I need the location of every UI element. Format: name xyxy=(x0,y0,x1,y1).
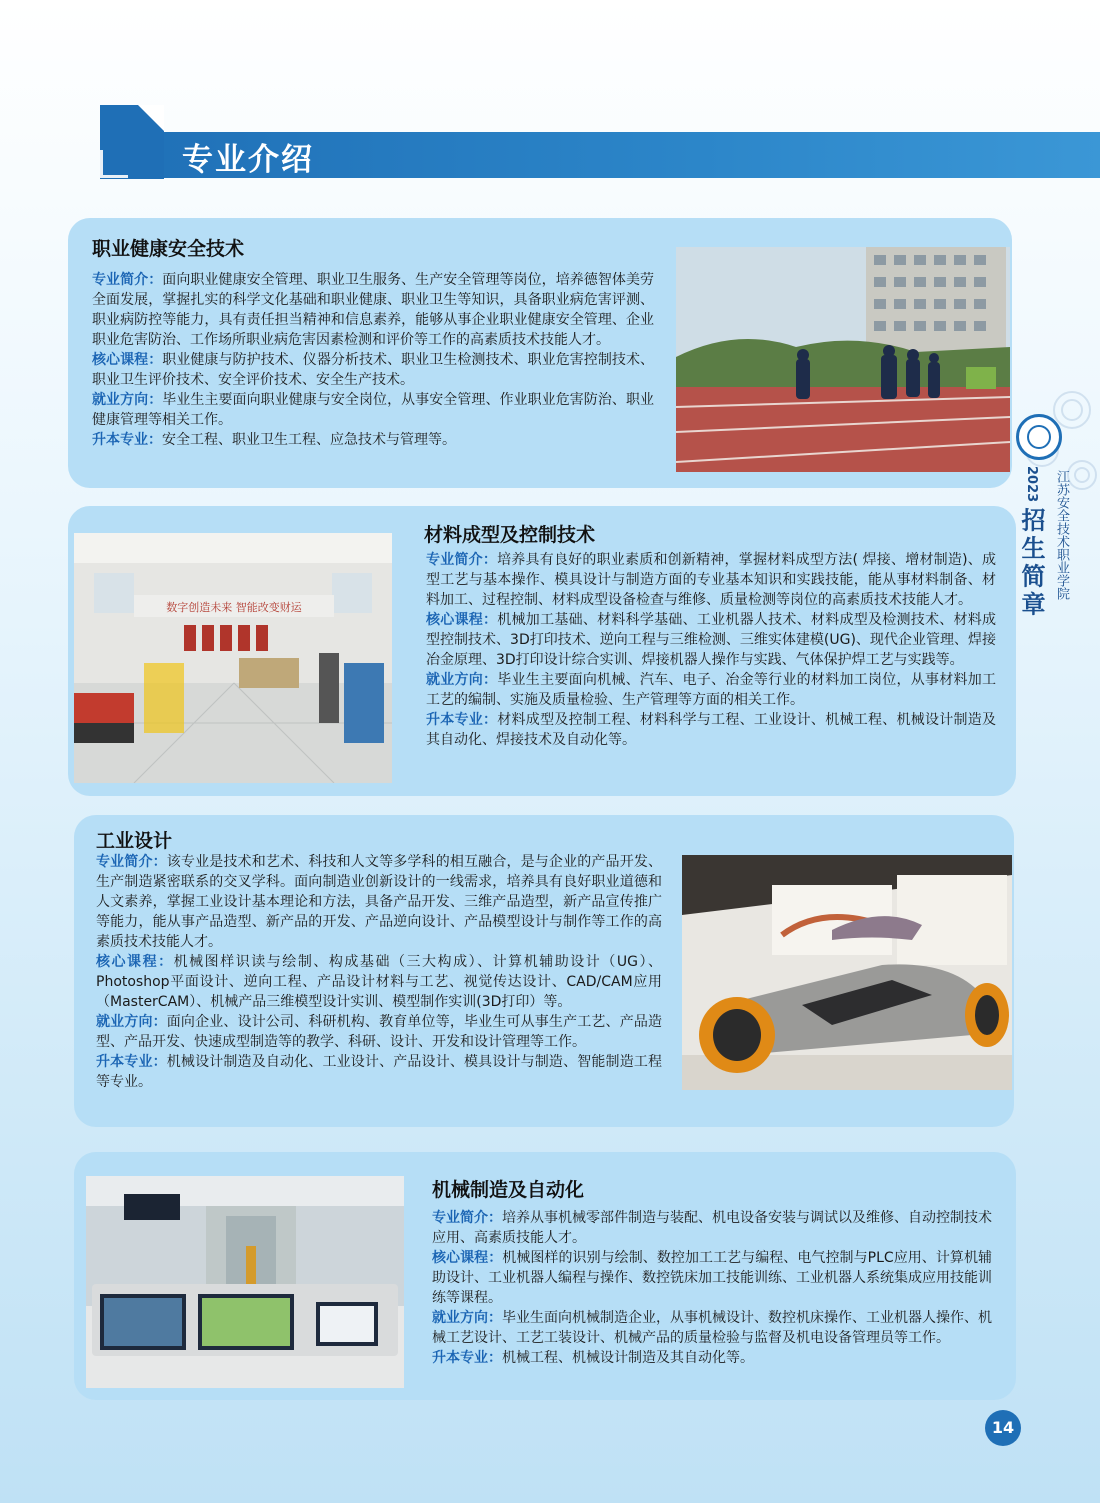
job-text: 毕业生主要面向机械、汽车、电子、冶金等行业的材料加工岗位，从事材料加工工艺的编制、实施及质量检验、生产管理等方面的相关工作。 xyxy=(426,672,997,708)
brochure-title: 招生简章 xyxy=(1017,507,1045,620)
header-decor-frame xyxy=(100,150,128,178)
intro-text: 培养从事机械零部件制造与装配、机电设备安装与调试以及维修、自动控制技术应用、高素质技能人才。 xyxy=(432,1210,992,1246)
intro-label: 专业简介： xyxy=(426,552,498,568)
core-text: 机械加工基础、材料科学基础、工业机器人技术、材料成型及检测技术、材料成型控制技术、3D打印技术、逆向工程与三维检测、三维实体建模(UG)、现代企业管理、焊接冶金原理、3D打印设计综合实训、焊接机器人操作与实践、气体保护焊工艺与实践等。 xyxy=(426,612,997,668)
upgrade-text: 安全工程、职业卫生工程、应急技术与管理等。 xyxy=(162,432,456,448)
core-label: 核心课程： xyxy=(92,352,163,368)
section-title-1: 职业健康安全技术 xyxy=(92,238,245,260)
core-label: 核心课程： xyxy=(96,954,174,970)
job-label: 就业方向： xyxy=(92,392,163,408)
job-text: 面向企业、设计公司、科研机构、教育单位等，毕业生可从事生产工艺、产品造型、产品开发、快速成型制造等的教学、科研、设计、开发和设计管理等工作。 xyxy=(96,1014,663,1050)
photo-control-room xyxy=(86,1176,404,1388)
intro-label: 专业简介： xyxy=(432,1210,502,1226)
core-label: 核心课程： xyxy=(432,1250,503,1266)
school-name: 江苏安全技术职业学院 xyxy=(1054,470,1069,600)
section-body-3 xyxy=(96,852,662,1092)
core-text: 机械图样的识别与绘制、数控加工工艺与编程、电气控制与PLC应用、计算机辅助设计、工业机器人编程与操作、数控铣床加工技能训练、工业机器人系统集成应用技能训练等课程。 xyxy=(432,1250,993,1306)
upgrade-text: 材料成型及控制工程、材料科学与工程、工业设计、机械工程、机械设计制造及其自动化、焊接技术及自动化等。 xyxy=(426,712,997,748)
school-logo-icon xyxy=(1016,414,1062,460)
page-number: 14 xyxy=(985,1410,1021,1446)
core-text: 机械图样识读与绘制、构成基础（三大构成）、计算机辅助设计（UG）、Photoshop平面设计、逆向工程、产品设计材料与工艺、视觉传达设计、CAD/CAM应用（MasterCAM）、机械产品三维模型设计实训、模型制作实训(3D打印）等。 xyxy=(96,954,662,1010)
core-label: 核心课程： xyxy=(426,612,498,628)
job-label: 就业方向： xyxy=(426,672,498,688)
intro-text: 该专业是技术和艺术、科技和人文等多学科的相互融合，是与企业的产品开发、生产制造紧密联系的交叉学科。面向制造业创新设计的一线需求，培养具有良好职业道德和人文素养，掌握工业设计基本理论和方法，具备产品开发、三维产品造型，新产品宣传推广等能力，能从事产品造型、新产品的开发、产品逆向设计、产品模型设计与制作等工作的高素质技术技能人才。 xyxy=(96,854,663,950)
intro-label: 专业简介： xyxy=(92,272,163,288)
upgrade-label: 升本专业： xyxy=(432,1350,502,1366)
workshop-banner: 数字创造未来 智能改变财运 xyxy=(166,601,302,614)
photo-concept-car xyxy=(682,855,1012,1090)
brochure-year: 2023 xyxy=(1024,466,1039,503)
intro-text: 面向职业健康安全管理、职业卫生服务、生产安全管理等岗位，培养德智体美劳全面发展，掌握扎实的科学文化基础和职业健康、职业卫生等知识，具备职业病危害评测、职业病防控等能力，具有责任担当精神和信息素养，能够从事企业职业健康安全管理、企业职业危害防治、工作场所职业病危害因素检测和评价等工作的高素质技术技能人才。 xyxy=(92,272,655,348)
photo-workshop xyxy=(74,533,392,783)
section-title-2: 材料成型及控制技术 xyxy=(424,524,596,546)
job-text: 毕业生面向机械制造企业，从事机械设计、数控机床操作、工业机器人操作、机械工艺设计、工艺工装设计、机械产品的质量检验与监督及机电设备管理员等工作。 xyxy=(432,1310,992,1346)
upgrade-label: 升本专业： xyxy=(426,712,498,728)
job-label: 就业方向： xyxy=(432,1310,502,1326)
section-title-4: 机械制造及自动化 xyxy=(432,1179,585,1201)
section-body-4 xyxy=(432,1208,992,1368)
upgrade-label: 升本专业： xyxy=(92,432,162,448)
section-body-2 xyxy=(426,550,996,750)
upgrade-text: 机械设计制造及自动化、工业设计、产品设计、模具设计与制造、智能制造工程等专业。 xyxy=(96,1054,663,1090)
core-text: 职业健康与防护技术、仪器分析技术、职业卫生检测技术、职业危害控制技术、职业卫生评价技术、安全评价技术、安全生产技术。 xyxy=(92,352,655,388)
upgrade-label: 升本专业： xyxy=(96,1054,167,1070)
intro-label: 专业简介： xyxy=(96,854,167,870)
upgrade-text: 机械工程、机械设计制造及其自动化等。 xyxy=(502,1350,754,1366)
job-text: 毕业生主要面向职业健康与安全岗位，从事安全管理、作业职业危害防治、职业健康管理等相关工作。 xyxy=(92,392,655,428)
photo-running-track xyxy=(676,247,1010,472)
page-title: 专业介绍 xyxy=(182,142,314,178)
job-label: 就业方向： xyxy=(96,1014,167,1030)
section-title-3: 工业设计 xyxy=(96,830,173,852)
intro-text: 培养具有良好的职业素质和创新精神，掌握材料成型方法( 焊接、增材制造)、成型工艺与基本操作、模具设计与制造方面的专业基本知识和实践技能，能从事材料制备、材料加工、过程控制、材料成型设备检查与维修、质量检测等岗位的高素质技术技能人才。 xyxy=(426,552,996,608)
section-body-1 xyxy=(92,270,654,450)
